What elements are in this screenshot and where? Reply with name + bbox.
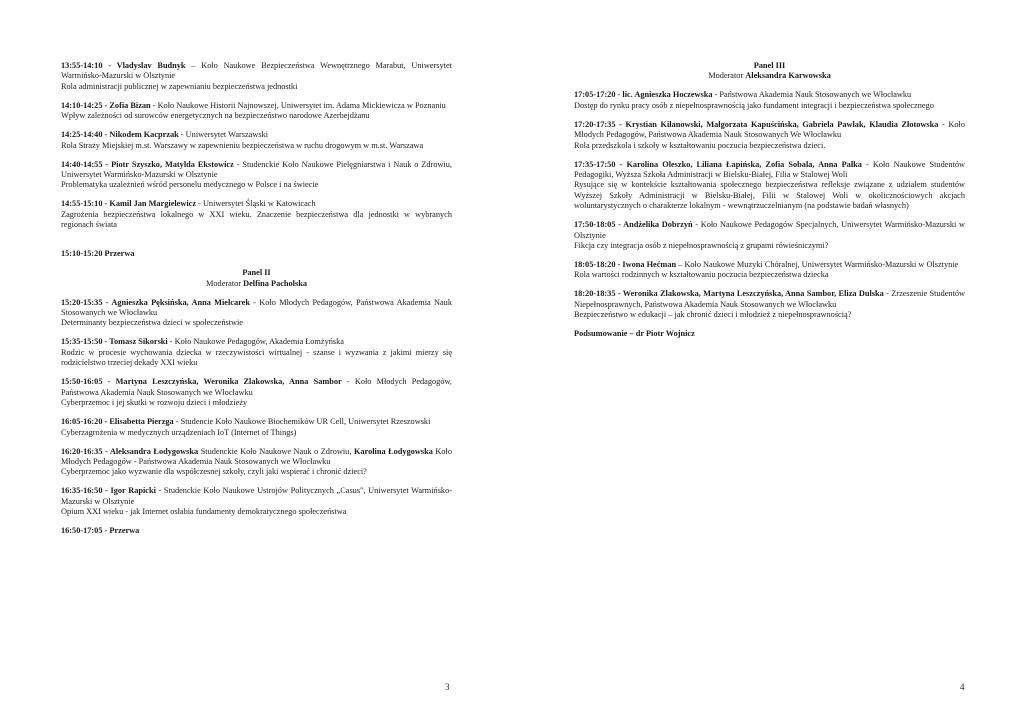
entry-affiliation: - Koło Młodych Pedagogów, Państwowa Akademia Nauk Stosowanych We Włocławku <box>574 119 965 140</box>
entry-affiliation: - Studencie Koło Naukowe Biochemików UR Cell, Uniwersytet Rzeszowski <box>173 417 431 427</box>
entry-topic: Zagrożenia bezpieczeństwa lokalnego w XXI wieku. Znaczenie bezpieczeństwa dla jednostki w wybranych regionach świata <box>61 209 452 230</box>
entry-affiliation: - Koło Naukowe Studentów Pedagogiki, Wyższa Szkoła Administracji w Bielsku-Białej, Filia w Stalowej Woli <box>574 159 966 180</box>
program-entry <box>61 417 452 438</box>
entry-speaker: Krystian Kilanowski, Małgorzata Kapuścińska, Gabriela Pawlak, Klaudia Złotowska <box>625 119 939 129</box>
entry-topic: Dostęp do rynku pracy osób z niepełnosprawnością jako fundament integracji i bezpieczeństwa społecznego <box>574 100 934 110</box>
entry-affiliation: - Studenckie Koło Naukowe Pielęgniarstwa i Nauk o Zdrowiu, Uniwersytet Warmińsko-Mazurski w Olsztynie <box>61 159 452 180</box>
entry-time: 16:20-16:35 - <box>61 446 110 456</box>
program-entry <box>574 289 965 320</box>
entry-topic: Cyberprzemoc jako wyzwanie dla współczesnej szkoły, czyli jaki wspierać i chronić dzieci? <box>61 467 367 477</box>
panel-title: Panel III <box>753 61 786 70</box>
entry-time: 14:55-15:10 - <box>61 199 110 209</box>
entry-topic: Rysujące się w kontekście kształtowania społecznego bezpieczeństwa refleksje związane z udziałem studentów Wyższej Szkoły Administracji w Bielsku-Białej, Filii w Stalowej Woli w okolicznościowych akcjach woluntarystycznych o charakterze lokalnym - wewnątrzuczelnianym (na podstawie badań własnych) <box>574 180 965 211</box>
entry-time: 17:05-17:20 - <box>574 90 623 100</box>
entry-speaker: Nikodem Kacprzak <box>109 130 179 140</box>
entry-time: 14:25-14:40 - <box>61 130 110 140</box>
entry-speaker: Vladyslav Budnyk <box>116 61 186 70</box>
program-entry <box>574 220 965 251</box>
entry-topic: Problematyka uzależnień wśród personelu medycznego w Polsce i na świecie <box>61 180 319 190</box>
entry-speaker: Martyna Leszczyńska, Weronika Zlakowska, Anna Sambor <box>115 377 342 387</box>
entry-topic: Rola przedszkola i szkoły w kształtowaniu poczucia bezpieczeństwa dzieci. <box>574 140 826 150</box>
entry-speaker: Karolina Oleszko, Liliana Łapińska, Zofia Sobala, Anna Pałka <box>626 159 862 169</box>
entry-affiliation: - Koło Młodych Pedagogów, Państwowa Akademia Nauk Stosowanych we Włocławku <box>61 377 452 397</box>
entry-time: 13:55-14:10 - <box>61 61 117 70</box>
entry-time: 16:05-16:20 - <box>61 417 110 427</box>
program-entry <box>61 101 452 122</box>
entry-affiliation: Studenckie Koło Naukowe Nauk o Zdrowiu, <box>198 446 354 456</box>
entry-speaker: Agnieszka Pęksińska, Anna Mielcarek <box>111 297 250 307</box>
entry-speaker: Aleksandra Łodygowska <box>109 446 199 456</box>
entry-time: 14:10-14:25 - <box>61 100 110 110</box>
entry-speaker: Tomasz Sikorski <box>109 337 168 347</box>
entry-time: 17:50-18:05 - <box>574 220 624 230</box>
entry-time: 18:20-18:35 - <box>574 289 623 299</box>
entry-speaker: Zofia Bizan <box>109 100 151 110</box>
entry-affiliation: - Koło Naukowe Pedagogów, Akademia Łomżyńska <box>167 337 344 347</box>
program-entry <box>574 90 965 111</box>
moderator-label: Moderator <box>708 71 746 81</box>
page-3-content <box>61 61 452 545</box>
entry-speaker: Igor Rapicki <box>110 486 156 496</box>
entry-time: 17:35-17:50 - <box>574 159 627 169</box>
program-entry <box>574 260 965 281</box>
panel-2-header <box>61 268 452 289</box>
entry-topic: Cyberprzemoc i jej skutki w rozwoju dzieci i młodzieży <box>61 398 248 408</box>
entry-affiliation: - Studenckie Koło Naukowe Ustrojów Politycznych „Casus", Uniwersytet Warmińsko-Mazurski w Olsztynie <box>61 486 452 506</box>
entry-affiliation: - Państwowa Akademia Nauk Stosowanych we Włocławku <box>712 90 912 100</box>
program-entry <box>574 120 965 151</box>
entry-affiliation: - Uniwersytet Śląski w Katowicach <box>196 199 316 209</box>
entry-affiliation: - Uniwersytet Warszawski <box>178 130 269 140</box>
program-entry <box>61 199 452 230</box>
entry-speaker-2: Karolina Łodygowska <box>353 446 433 456</box>
page-4-content <box>574 61 965 348</box>
entry-topic: Cyberzagrożenia w medycznych urządzeniach IoT (Internet of Things) <box>61 427 297 437</box>
page-4 <box>574 0 965 724</box>
moderator-name: Delfina Pacholska <box>243 278 307 288</box>
entry-affiliation: – Koło Naukowe Muzyki Chóralnej, Uniwersytet Warmińsko-Mazurski w Olsztynie <box>676 260 959 270</box>
entry-topic: Rola wartości rodzinnych w kształtowaniu poczucia bezpieczeństwa dziecka <box>574 270 829 280</box>
entry-time: 15:35-15:50 - <box>61 337 110 347</box>
program-entry <box>61 130 452 151</box>
entry-affiliation-2: Koło Młodych Pedagogów - Państwowa Akademia Nauk Stosowanych we Włocławku <box>61 446 452 466</box>
entry-topic: Wpływ zależności od surowców energetycznych na bezpieczeństwo narodowe Azerbejdżanu <box>61 111 370 121</box>
entry-speaker: Piotr Szyszko, Matylda Ekstowicz <box>111 159 234 169</box>
entry-affiliation: – Koło Naukowe Bezpieczeństwa Wewnętrznego Marabut, Uniwersytet Warmińsko-Mazurski w Olsztynie <box>61 61 452 81</box>
entry-time: 14:40-14:55 - <box>61 159 112 169</box>
entry-time: 15:20-15:35 - <box>61 297 112 307</box>
break-2: 16:50-17:05 - Przerwa <box>61 526 140 536</box>
summary: Podsumowanie – dr Piotr Wojnicz <box>574 329 695 339</box>
spacer <box>61 239 452 249</box>
program-entry <box>61 298 452 329</box>
entry-speaker: Kamil Jan Margielewicz <box>109 199 197 209</box>
panel-title: Panel II <box>242 268 271 278</box>
entry-topic: Rodzic w procesie wychowania dziecka w rzeczywistości wirtualnej - szanse i wyzwania z jakimi mierzy się rodzicielstwo trzeciej dekady XXI wieku <box>61 347 452 368</box>
entry-affiliation: - Koło Naukowe Historii Najnowszej, Uniwersytet im. Adama Mickiewicza w Poznaniu <box>150 100 446 110</box>
program-entry <box>574 160 965 212</box>
program-entry <box>61 447 452 478</box>
entry-affiliation: - Koło Naukowe Pedagogów Specjalnych, Uniwersytet Warmińsko-Mazurski w Olsztynie <box>574 220 965 240</box>
page-number: 4 <box>960 682 965 692</box>
entry-time: 15:50-16:05 - <box>61 377 116 387</box>
entry-topic: Determinanty bezpieczeństwa dzieci w społeczeństwie <box>61 318 243 328</box>
entry-topic: Rola administracji publicznej w zapewnianiu bezpieczeństwa jednostki <box>61 81 298 91</box>
entry-speaker: Weronika Zlakowska, Martyna Leszczyńska, Anna Sambor, Eliza Dulska <box>622 289 884 299</box>
entry-speaker: Andżelika Dobrzyń <box>623 220 693 230</box>
moderator-name: Aleksandra Karwowska <box>745 71 831 81</box>
entry-topic: Rola Straży Miejskiej m.st. Warszawy w zapewnieniu bezpieczeństwa w ruchu drogowym w m.st. Warszawa <box>61 140 424 150</box>
program-entry <box>61 377 452 408</box>
page-number: 3 <box>445 682 450 692</box>
entry-speaker: Iwona Hećman <box>622 260 677 270</box>
page-3 <box>61 0 452 724</box>
entry-topic: Fikcja czy integracja osób z niepełnosprawnością z grupami rówieśniczymi? <box>574 241 829 251</box>
program-entry <box>61 486 452 517</box>
entry-topic: Bezpieczeństwo w edukacji – jak chronić dzieci i młodzież z niepełnosprawnością? <box>574 310 852 320</box>
moderator-label: Moderator <box>206 278 244 288</box>
entry-affiliation: - Koło Młodych Pedagogów, Państwowa Akademia Nauk Stosowanych we Włocławku <box>61 297 452 318</box>
program-entry <box>61 61 452 92</box>
entry-time: 16:35-16:50 - <box>61 486 111 496</box>
entry-topic: Opium XXI wieku - jak Internet osłabia fundamenty demokratycznego społeczeństwa <box>61 507 347 517</box>
break-1: 15:10-15:20 Przerwa <box>61 249 135 259</box>
entry-time: 18:05-18:20 - <box>574 260 623 270</box>
entry-speaker: Elisabetta Pierzga <box>109 417 174 427</box>
entry-speaker: lic. Agnieszka Hoczewska <box>622 90 713 100</box>
panel-3-header <box>574 61 965 82</box>
program-entry <box>61 337 452 368</box>
entry-time: 17:20-17:35 - <box>574 119 626 129</box>
entry-affiliation: - Zrzeszenie Studentów Niepełnosprawnych, Państwowa Akademia Nauk Stosowanych we Włocławku <box>574 289 965 309</box>
program-entry <box>61 160 452 191</box>
